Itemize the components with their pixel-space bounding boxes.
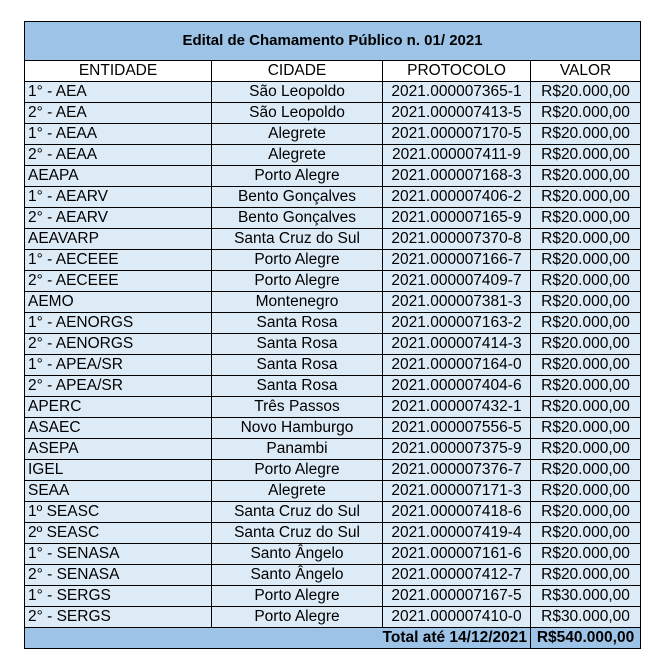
cell-valor: R$20.000,00 [531, 313, 641, 334]
cell-valor: R$20.000,00 [531, 229, 641, 250]
cell-cidade: Santa Rosa [212, 355, 383, 376]
cell-entidade: ASEPA [25, 439, 212, 460]
table-row [25, 523, 641, 544]
cell-valor: R$20.000,00 [531, 250, 641, 271]
cell-valor: R$20.000,00 [531, 187, 641, 208]
total-value: R$540.000,00 [531, 628, 641, 649]
table-row [25, 439, 641, 460]
cell-cidade: Santa Rosa [212, 313, 383, 334]
cell-cidade: Alegrete [212, 145, 383, 166]
cell-cidade: Santo Ângelo [212, 565, 383, 586]
cell-valor: R$20.000,00 [531, 355, 641, 376]
cell-valor: R$20.000,00 [531, 544, 641, 565]
cell-protocolo: 2021.000007166-7 [383, 250, 531, 271]
cell-cidade: Três Passos [212, 397, 383, 418]
cell-protocolo: 2021.000007167-5 [383, 586, 531, 607]
cell-protocolo: 2021.000007170-5 [383, 124, 531, 145]
table-row [25, 460, 641, 481]
cell-cidade: Santa Rosa [212, 334, 383, 355]
table-row [25, 271, 641, 292]
cell-cidade: Santa Cruz do Sul [212, 523, 383, 544]
table-row [25, 544, 641, 565]
grant-table [24, 21, 641, 649]
cell-cidade: Panambi [212, 439, 383, 460]
cell-protocolo: 2021.000007406-2 [383, 187, 531, 208]
cell-entidade: APERC [25, 397, 212, 418]
cell-entidade: AEAPA [25, 166, 212, 187]
cell-valor: R$20.000,00 [531, 376, 641, 397]
cell-entidade: 2° - AECEEE [25, 271, 212, 292]
table-row [25, 397, 641, 418]
cell-protocolo: 2021.000007556-5 [383, 418, 531, 439]
header-valor: VALOR [531, 61, 641, 82]
cell-cidade: Porto Alegre [212, 607, 383, 628]
spreadsheet [24, 21, 640, 649]
table-row [25, 166, 641, 187]
cell-entidade: AEAVARP [25, 229, 212, 250]
table-row [25, 208, 641, 229]
cell-entidade: 1° - AEARV [25, 187, 212, 208]
cell-entidade: 1° - SERGS [25, 586, 212, 607]
total-label: Total até 14/12/2021 [25, 628, 531, 649]
cell-valor: R$20.000,00 [531, 166, 641, 187]
cell-valor: R$20.000,00 [531, 208, 641, 229]
table-row [25, 355, 641, 376]
table-row [25, 82, 641, 103]
cell-cidade: Montenegro [212, 292, 383, 313]
cell-valor: R$20.000,00 [531, 145, 641, 166]
cell-protocolo: 2021.000007365-1 [383, 82, 531, 103]
cell-entidade: 1° - AENORGS [25, 313, 212, 334]
cell-cidade: Porto Alegre [212, 166, 383, 187]
cell-protocolo: 2021.000007381-3 [383, 292, 531, 313]
cell-protocolo: 2021.000007410-0 [383, 607, 531, 628]
cell-valor: R$20.000,00 [531, 124, 641, 145]
table-row [25, 187, 641, 208]
cell-entidade: ASAEC [25, 418, 212, 439]
cell-protocolo: 2021.000007161-6 [383, 544, 531, 565]
cell-valor: R$20.000,00 [531, 418, 641, 439]
cell-protocolo: 2021.000007375-9 [383, 439, 531, 460]
cell-entidade: IGEL [25, 460, 212, 481]
cell-protocolo: 2021.000007414-3 [383, 334, 531, 355]
cell-entidade: 1° - AEA [25, 82, 212, 103]
header-entidade: ENTIDADE [25, 61, 212, 82]
cell-entidade: 2° - APEA/SR [25, 376, 212, 397]
cell-protocolo: 2021.000007413-5 [383, 103, 531, 124]
table-title: Edital de Chamamento Público n. 01/ 2021 [25, 22, 641, 61]
cell-protocolo: 2021.000007432-1 [383, 397, 531, 418]
cell-entidade: 2° - AEA [25, 103, 212, 124]
cell-protocolo: 2021.000007163-2 [383, 313, 531, 334]
cell-protocolo: 2021.000007370-8 [383, 229, 531, 250]
cell-protocolo: 2021.000007411-9 [383, 145, 531, 166]
cell-protocolo: 2021.000007164-0 [383, 355, 531, 376]
cell-protocolo: 2021.000007171-3 [383, 481, 531, 502]
table-row [25, 376, 641, 397]
cell-cidade: Santo Ângelo [212, 544, 383, 565]
cell-valor: R$20.000,00 [531, 397, 641, 418]
cell-entidade: 2° - AEARV [25, 208, 212, 229]
table-row [25, 229, 641, 250]
header-row [25, 61, 641, 82]
table-row [25, 334, 641, 355]
cell-valor: R$20.000,00 [531, 103, 641, 124]
cell-valor: R$20.000,00 [531, 460, 641, 481]
cell-entidade: 1° - AECEEE [25, 250, 212, 271]
cell-valor: R$20.000,00 [531, 82, 641, 103]
table-row [25, 565, 641, 586]
cell-entidade: 2° - SENASA [25, 565, 212, 586]
cell-cidade: Alegrete [212, 481, 383, 502]
cell-protocolo: 2021.000007419-4 [383, 523, 531, 544]
table-row [25, 313, 641, 334]
cell-entidade: 2° - AEAA [25, 145, 212, 166]
cell-entidade: 1º SEASC [25, 502, 212, 523]
cell-valor: R$20.000,00 [531, 481, 641, 502]
table-row [25, 124, 641, 145]
cell-protocolo: 2021.000007168-3 [383, 166, 531, 187]
cell-entidade: 2° - AENORGS [25, 334, 212, 355]
table-row [25, 418, 641, 439]
cell-entidade: AEMO [25, 292, 212, 313]
table-row [25, 607, 641, 628]
header-protocolo: PROTOCOLO [383, 61, 531, 82]
table-row [25, 250, 641, 271]
cell-cidade: Santa Cruz do Sul [212, 229, 383, 250]
cell-entidade: SEAA [25, 481, 212, 502]
cell-protocolo: 2021.000007165-9 [383, 208, 531, 229]
table-row [25, 481, 641, 502]
cell-cidade: Santa Rosa [212, 376, 383, 397]
cell-valor: R$20.000,00 [531, 292, 641, 313]
cell-valor: R$20.000,00 [531, 565, 641, 586]
cell-cidade: Alegrete [212, 124, 383, 145]
cell-cidade: Porto Alegre [212, 586, 383, 607]
cell-valor: R$30.000,00 [531, 607, 641, 628]
cell-protocolo: 2021.000007418-6 [383, 502, 531, 523]
total-row [25, 628, 641, 649]
cell-cidade: São Leopoldo [212, 103, 383, 124]
table-row [25, 586, 641, 607]
cell-valor: R$30.000,00 [531, 586, 641, 607]
cell-cidade: Novo Hamburgo [212, 418, 383, 439]
cell-cidade: Bento Gonçalves [212, 208, 383, 229]
cell-valor: R$20.000,00 [531, 523, 641, 544]
cell-cidade: Porto Alegre [212, 271, 383, 292]
table-row [25, 145, 641, 166]
cell-entidade: 1° - SENASA [25, 544, 212, 565]
cell-cidade: Santa Cruz do Sul [212, 502, 383, 523]
cell-valor: R$20.000,00 [531, 271, 641, 292]
cell-cidade: Porto Alegre [212, 460, 383, 481]
cell-valor: R$20.000,00 [531, 334, 641, 355]
cell-cidade: Bento Gonçalves [212, 187, 383, 208]
table-row [25, 502, 641, 523]
cell-entidade: 1° - APEA/SR [25, 355, 212, 376]
title-row [25, 22, 641, 61]
cell-protocolo: 2021.000007412-7 [383, 565, 531, 586]
cell-entidade: 2° - SERGS [25, 607, 212, 628]
cell-valor: R$20.000,00 [531, 502, 641, 523]
cell-cidade: São Leopoldo [212, 82, 383, 103]
table-row [25, 103, 641, 124]
cell-entidade: 2º SEASC [25, 523, 212, 544]
cell-entidade: 1° - AEAA [25, 124, 212, 145]
header-cidade: CIDADE [212, 61, 383, 82]
cell-protocolo: 2021.000007376-7 [383, 460, 531, 481]
cell-cidade: Porto Alegre [212, 250, 383, 271]
cell-valor: R$20.000,00 [531, 439, 641, 460]
cell-protocolo: 2021.000007409-7 [383, 271, 531, 292]
cell-protocolo: 2021.000007404-6 [383, 376, 531, 397]
table-row [25, 292, 641, 313]
